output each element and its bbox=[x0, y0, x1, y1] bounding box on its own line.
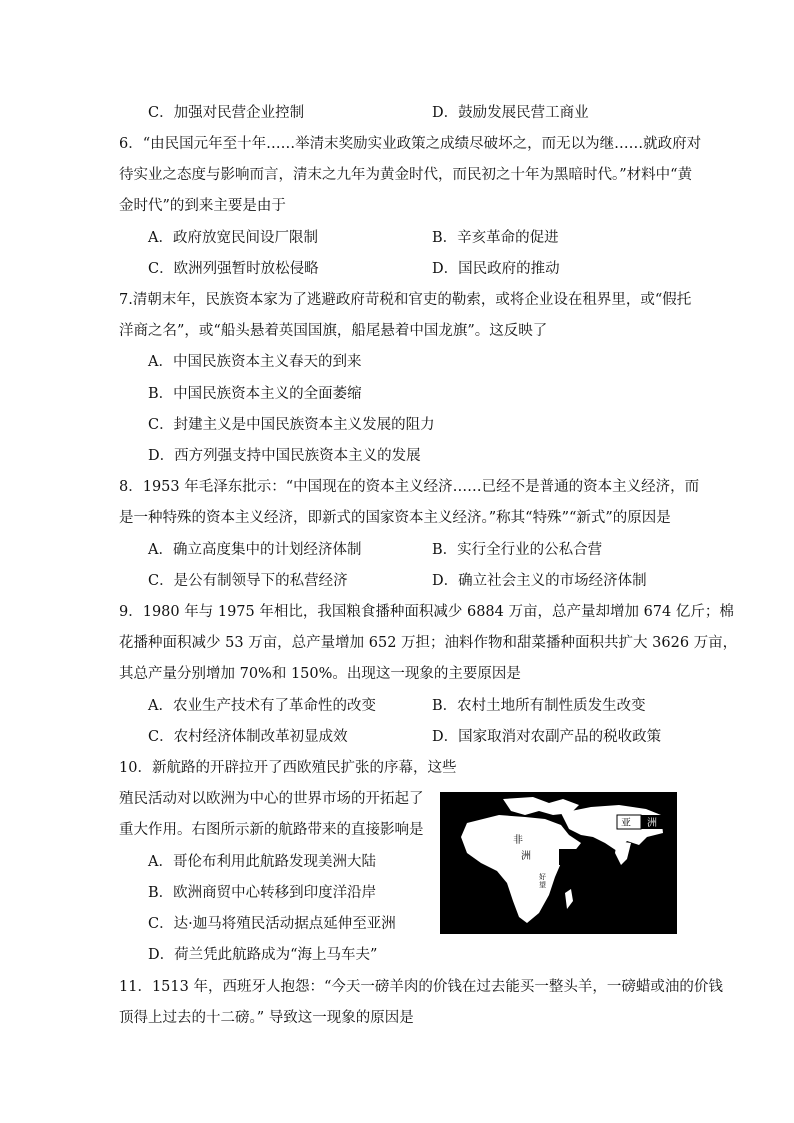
map-label-asia-2: 洲 bbox=[647, 818, 657, 829]
q10-stem-line-1: 10．新航路的开辟拉开了西欧殖民扩张的序幕，这些 bbox=[119, 760, 457, 776]
map-label-cape-1: 好 bbox=[539, 873, 546, 881]
q10-option-c: C．达·迦马将殖民活动据点延伸至亚洲 bbox=[148, 916, 396, 932]
q6-option-d: D．国民政府的推动 bbox=[432, 261, 560, 277]
q9-option-d: D．国家取消对农副产品的税收政策 bbox=[432, 729, 662, 745]
map-label-asia-1: 亚 bbox=[621, 818, 631, 829]
q7-stem-line-2: 洋商之名”，或“船头悬着英国国旗，船尾悬着中国龙旗”。这反映了 bbox=[119, 323, 548, 339]
map-label-africa-1: 非 bbox=[513, 835, 523, 846]
q7-option-c: C．封建主义是中国民族资本主义发展的阻力 bbox=[148, 417, 435, 433]
q10-option-b: B．欧洲商贸中心转移到印度洋沿岸 bbox=[148, 885, 377, 901]
q6-stem-line-2: 待实业之态度与影响而言，清末之九年为黄金时代，而民初之十年为黑暗时代。”材料中“黄 bbox=[119, 167, 693, 183]
map-label-cape-2: 望 bbox=[539, 881, 546, 889]
map-svg bbox=[441, 793, 676, 933]
q11-stem-line-2: 顶得上过去的十二磅。” 导致这一现象的原因是 bbox=[119, 1010, 414, 1026]
q5-option-d: D．鼓励发展民营工商业 bbox=[432, 105, 589, 121]
q8-option-d: D．确立社会主义的市场经济体制 bbox=[432, 573, 647, 589]
q7-option-b: B．中国民族资本主义的全面萎缩 bbox=[148, 386, 362, 402]
q6-option-c: C．欧洲列强暂时放松侵略 bbox=[148, 261, 319, 277]
q6-option-a: A．政府放宽民间设厂限制 bbox=[148, 230, 318, 246]
q8-option-c: C．是公有制领导下的私营经济 bbox=[148, 573, 348, 589]
q10-stem-line-3: 重大作用。右图所示新的航路带来的直接影响是 bbox=[119, 822, 424, 838]
q9-stem-line-1: 9．1980 年与 1975 年相比，我国粮食播种面积减少 6884 万亩，总产量却增加 674 亿斤；棉 bbox=[119, 604, 734, 620]
q7-option-d: D．西方列强支持中国民族资本主义的发展 bbox=[148, 448, 421, 464]
q6-stem-line-1: 6．“由民国元年至十年……举清末奖励实业政策之成绩尽破坏之，而无以为继……就政府对 bbox=[119, 136, 702, 152]
q9-option-c: C．农村经济体制改革初显成效 bbox=[148, 729, 348, 745]
map-label-africa-2: 洲 bbox=[521, 851, 531, 862]
q8-option-a: A．确立高度集中的计划经济体制 bbox=[148, 542, 362, 558]
new-sea-route-map bbox=[440, 792, 677, 934]
q6-option-b: B．辛亥革命的促进 bbox=[432, 230, 559, 246]
q7-option-a: A．中国民族资本主义春天的到来 bbox=[148, 354, 362, 370]
q10-option-d: D．荷兰凭此航路成为“海上马车夫” bbox=[148, 947, 378, 963]
q8-stem-line-2: 是一种特殊的资本主义经济，即新式的国家资本主义经济。”称其“特殊”“新式”的原因是 bbox=[119, 510, 671, 526]
q6-stem-line-3: 金时代”的到来主要是由于 bbox=[119, 198, 286, 214]
q9-stem-line-2: 花播种面积减少 53 万亩，总产量增加 652 万担；油料作物和甜菜播种面积共扩大 3626 万亩， bbox=[119, 635, 738, 651]
q10-stem-line-2: 殖民活动对以欧洲为中心的世界市场的开拓起了 bbox=[119, 791, 424, 807]
q8-stem-line-1: 8．1953 年毛泽东批示：“中国现在的资本主义经济……已经不是普通的资本主义经济，而 bbox=[119, 479, 700, 495]
route-marker bbox=[559, 849, 577, 865]
q10-option-a: A．哥伦布利用此航路发现美洲大陆 bbox=[148, 854, 376, 870]
q9-option-a: A．农业生产技术有了革命性的改变 bbox=[148, 698, 376, 714]
q8-option-b: B．实行全行业的公私合营 bbox=[432, 542, 603, 558]
q11-stem-line-1: 11．1513 年，西班牙人抱怨：“今天一磅羊肉的价钱在过去能买一整头羊，一磅蜡或油的价钱 bbox=[119, 979, 723, 995]
q7-stem-line-1: 7.清朝末年，民族资本家为了逃避政府苛税和官吏的勒索，或将企业设在租界里，或“假托 bbox=[119, 292, 692, 308]
q9-option-b: B．农村土地所有制性质发生改变 bbox=[432, 698, 646, 714]
q9-stem-line-3: 其总产量分别增加 70%和 150%。出现这一现象的主要原因是 bbox=[119, 666, 521, 682]
q5-option-c: C．加强对民营企业控制 bbox=[148, 105, 305, 121]
